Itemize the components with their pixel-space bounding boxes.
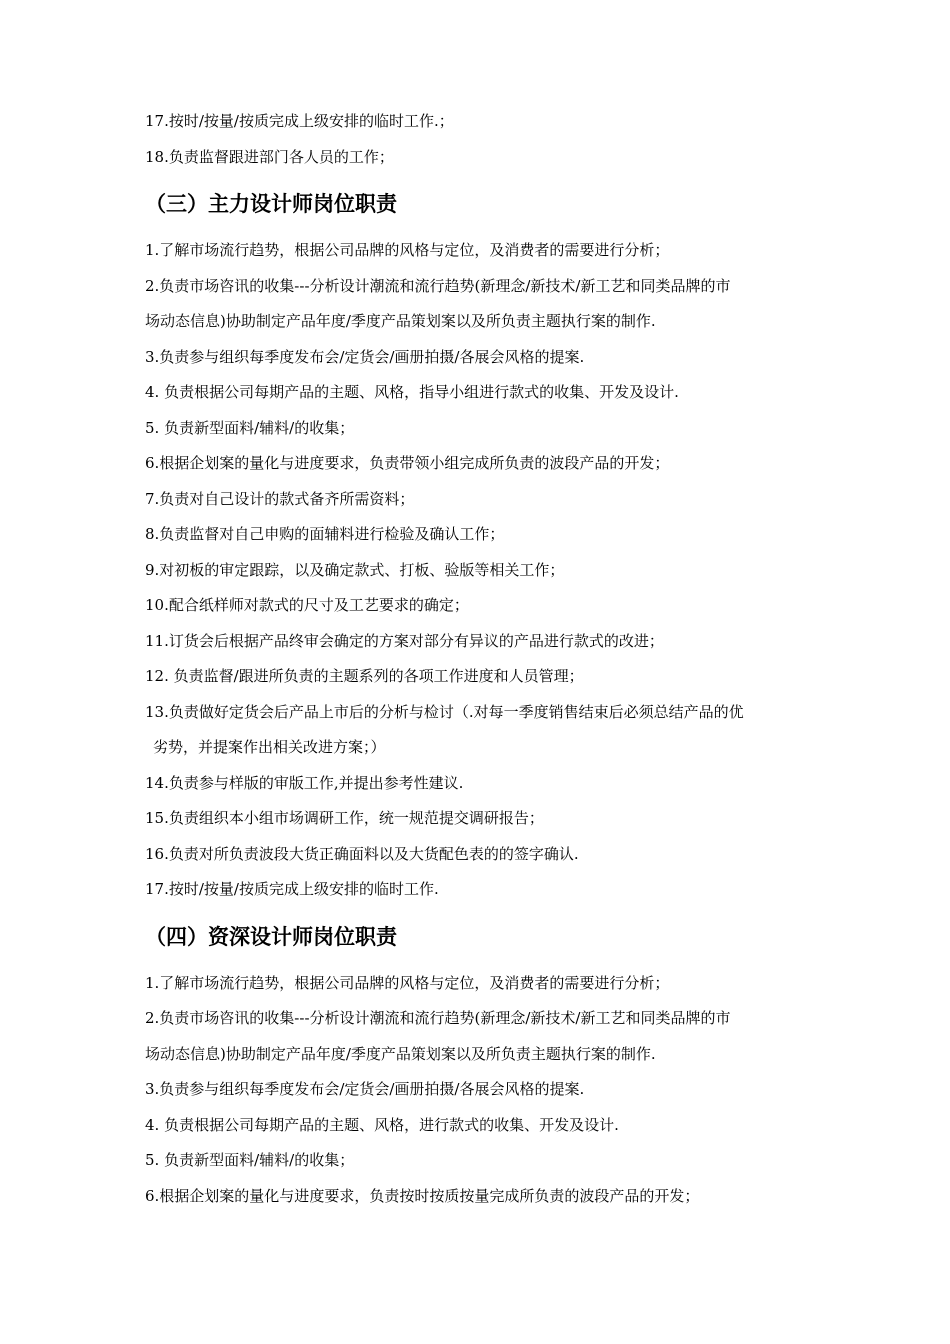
list-item: 17.按时/按量/按质完成上级安排的临时工作. xyxy=(145,880,439,898)
list-item: 4. 负责根据公司每期产品的主题、风格，进行款式的收集、开发及设计. xyxy=(145,1115,619,1134)
list-item: 5. 负责新型面料/辅料/的收集； xyxy=(145,418,355,437)
list-item: 16.负责对所负责波段大货正确面料以及大货配色表的的签字确认. xyxy=(145,844,579,863)
list-item: 13.负责做好定货会后产品上市后的分析与检讨（.对每一季度销售结束后必须总结产品的优 xyxy=(145,702,744,721)
list-item: 7.负责对自己设计的款式备齐所需资料； xyxy=(145,489,415,508)
list-item: 3.负责参与组织每季度发布会/定货会/画册拍摄/各展会风格的提案. xyxy=(145,1080,585,1098)
list-item: 1.了解市场流行趋势，根据公司品牌的风格与定位，及消费者的需要进行分析； xyxy=(145,241,670,259)
list-item: 8.负责监督对自己申购的面辅料进行检验及确认工作； xyxy=(145,525,505,543)
list-item: 3.负责参与组织每季度发布会/定货会/画册拍摄/各展会风格的提案. xyxy=(145,347,585,366)
list-item: 2.负责市场咨讯的收集---分析设计潮流和流行趋势(新理念/新技术/新工艺和同类品牌的市 xyxy=(145,276,731,295)
list-item: 15.负责组织本小组市场调研工作，统一规范提交调研报告； xyxy=(145,809,544,827)
section-heading-3: （三）主力设计师岗位职责 xyxy=(145,191,397,216)
list-item: 5. 负责新型面料/辅料/的收集； xyxy=(145,1151,355,1169)
list-item-continuation: 劣势，并提案作出相关改进方案；） xyxy=(153,738,386,756)
list-item: 6.根据企划案的量化与进度要求，负责带领小组完成所负责的波段产品的开发； xyxy=(145,454,670,472)
document-body xyxy=(145,104,815,1214)
list-item: 6.根据企划案的量化与进度要求，负责按时按质按量完成所负责的波段产品的开发； xyxy=(145,1186,700,1205)
list-item: 18.负责监督跟进部门各人员的工作； xyxy=(145,147,394,166)
list-item: 4. 负责根据公司每期产品的主题、风格，指导小组进行款式的收集、开发及设计. xyxy=(145,383,679,401)
section-heading-4: （四）资深设计师岗位职责 xyxy=(145,923,397,949)
list-item-continuation: 场动态信息)协助制定产品年度/季度产品策划案以及所负责主题执行案的制作. xyxy=(145,1044,656,1063)
list-item: 14.负责参与样版的审版工作,并提出参考性建议. xyxy=(145,773,464,792)
list-item: 9.对初板的审定跟踪，以及确定款式、打板、验版等相关工作； xyxy=(145,560,565,579)
list-item-continuation: 场动态信息)协助制定产品年度/季度产品策划案以及所负责主题执行案的制作. xyxy=(145,312,656,330)
list-item: 10.配合纸样师对款式的尺寸及工艺要求的确定； xyxy=(145,596,469,614)
list-item: 17.按时/按量/按质完成上级安排的临时工作.； xyxy=(145,112,454,130)
list-item: 2.负责市场咨讯的收集---分析设计潮流和流行趋势(新理念/新技术/新工艺和同类品牌的市 xyxy=(145,1009,731,1027)
list-item: 1.了解市场流行趋势，根据公司品牌的风格与定位，及消费者的需要进行分析； xyxy=(145,973,670,992)
list-item: 12. 负责监督/跟进所负责的主题系列的各项工作进度和人员管理； xyxy=(145,667,584,685)
list-item: 11.订货会后根据产品终审会确定的方案对部分有异议的产品进行款式的改进； xyxy=(145,631,664,650)
